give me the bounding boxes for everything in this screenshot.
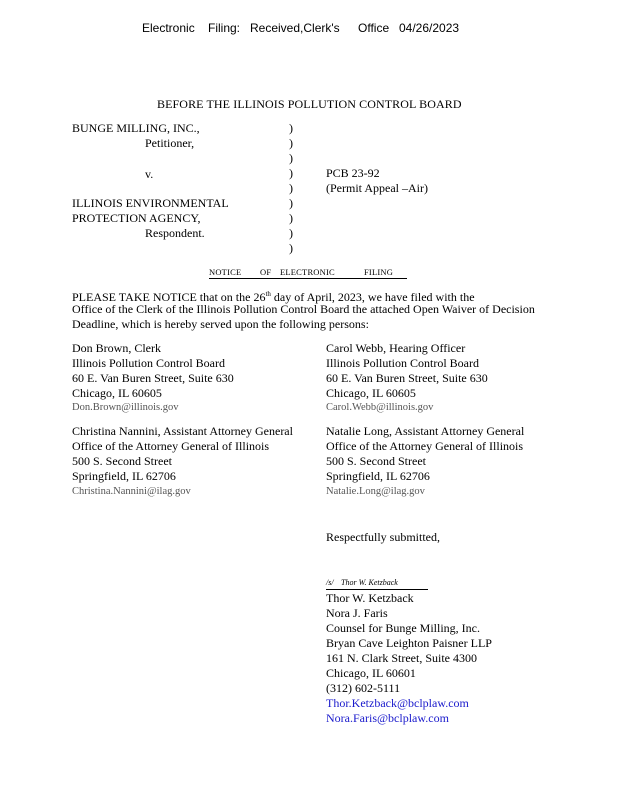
board-heading: BEFORE THE ILLINOIS POLLUTION CONTROL BOARD [157, 97, 462, 111]
counsel-line: Counsel for Bunge Milling, Inc. [326, 621, 480, 635]
stamp-received: Received,Clerk's [250, 21, 340, 35]
petitioner-name: BUNGE MILLING, INC., [72, 121, 200, 135]
recipient-street: 60 E. Van Buren Street, Suite 630 [72, 371, 234, 385]
recipient-org: Illinois Pollution Control Board [326, 356, 480, 370]
email-link[interactable]: Thor.Ketzback@bclplaw.com [326, 696, 469, 710]
recipient-city: Chicago, IL 60605 [72, 386, 162, 400]
recipient-email[interactable]: Natalie.Long@ilag.gov [326, 486, 425, 497]
recipient-name: Natalie Long, Assistant Attorney General [326, 424, 525, 438]
caption-bracket: ) [289, 226, 293, 240]
recipient-email[interactable]: Carol.Webb@illinois.gov [326, 402, 434, 413]
recipient-email[interactable]: Don.Brown@illinois.gov [72, 402, 179, 413]
respondent-role: Respondent. [145, 226, 205, 240]
notice-title-word: ELECTRONIC [280, 267, 335, 277]
recipient-city: Springfield, IL 62706 [326, 469, 430, 483]
notice-title-word: FILING [364, 267, 394, 277]
recipient-email[interactable]: Christina.Nannini@ilag.gov [72, 486, 191, 497]
electronic-signature: Thor W. Ketzback [341, 578, 398, 587]
recipient-org: Office of the Attorney General of Illinois [326, 439, 524, 453]
stamp-filing: Filing: [208, 21, 241, 35]
notice-title-word: OF [260, 267, 272, 277]
recipient-city: Chicago, IL 60605 [326, 386, 416, 400]
petitioner-role: Petitioner, [145, 136, 195, 150]
closing: Respectfully submitted, [326, 530, 440, 544]
signer-name: Thor W. Ketzback [326, 591, 414, 605]
notice-line-2: Office of the Clerk of the Illinois Pollution Control Board the attached Open Waiver of Decision [72, 302, 535, 316]
stamp-electronic: Electronic [142, 21, 195, 35]
recipient-org: Illinois Pollution Control Board [72, 356, 226, 370]
case-number: PCB 23-92 [326, 166, 380, 180]
email-link[interactable]: Nora.Faris@bclplaw.com [326, 711, 449, 725]
notice-line-1-end: day of April, 2023, we have filed with the [273, 290, 475, 304]
caption-bracket: ) [289, 166, 293, 180]
caption-bracket: ) [289, 121, 293, 135]
recipient-street: 500 S. Second Street [72, 454, 172, 468]
caption-bracket: ) [289, 151, 293, 165]
stamp-office: Office [358, 21, 390, 35]
firm-name: Bryan Cave Leighton Paisner LLP [326, 636, 492, 650]
recipient-name: Don Brown, Clerk [72, 341, 161, 355]
firm-city: Chicago, IL 60601 [326, 666, 416, 680]
signer-name: Nora J. Faris [326, 606, 388, 620]
versus: v. [145, 167, 154, 181]
caption-bracket: ) [289, 136, 293, 150]
notice-day: 26 [253, 290, 266, 304]
notice-title-word: NOTICE [209, 267, 242, 277]
signature-slash: /s/ [326, 578, 334, 587]
firm-street: 161 N. Clark Street, Suite 4300 [326, 651, 477, 665]
firm-phone: (312) 602-5111 [326, 681, 401, 695]
notice-line-3: Deadline, which is hereby served upon the following persons: [72, 317, 369, 331]
stamp-date: 04/26/2023 [399, 21, 460, 35]
respondent-name-2: PROTECTION AGENCY, [72, 211, 201, 225]
case-type: (Permit Appeal –Air) [326, 181, 428, 195]
caption-bracket: ) [289, 211, 293, 225]
notice-day-suffix: th [265, 290, 271, 298]
respondent-name-1: ILLINOIS ENVIRONMENTAL [72, 196, 229, 210]
caption-bracket: ) [289, 196, 293, 210]
caption-bracket: ) [289, 181, 293, 195]
recipient-name: Christina Nannini, Assistant Attorney General [72, 424, 293, 438]
recipient-city: Springfield, IL 62706 [72, 469, 176, 483]
recipient-street: 500 S. Second Street [326, 454, 426, 468]
recipient-org: Office of the Attorney General of Illinois [72, 439, 270, 453]
caption-bracket: ) [289, 241, 293, 255]
notice-title-underline [209, 278, 407, 279]
notice-line-1-start: PLEASE TAKE NOTICE that on the [72, 290, 251, 304]
signature-line [326, 589, 428, 590]
recipient-street: 60 E. Van Buren Street, Suite 630 [326, 371, 488, 385]
recipient-name: Carol Webb, Hearing Officer [326, 341, 466, 355]
